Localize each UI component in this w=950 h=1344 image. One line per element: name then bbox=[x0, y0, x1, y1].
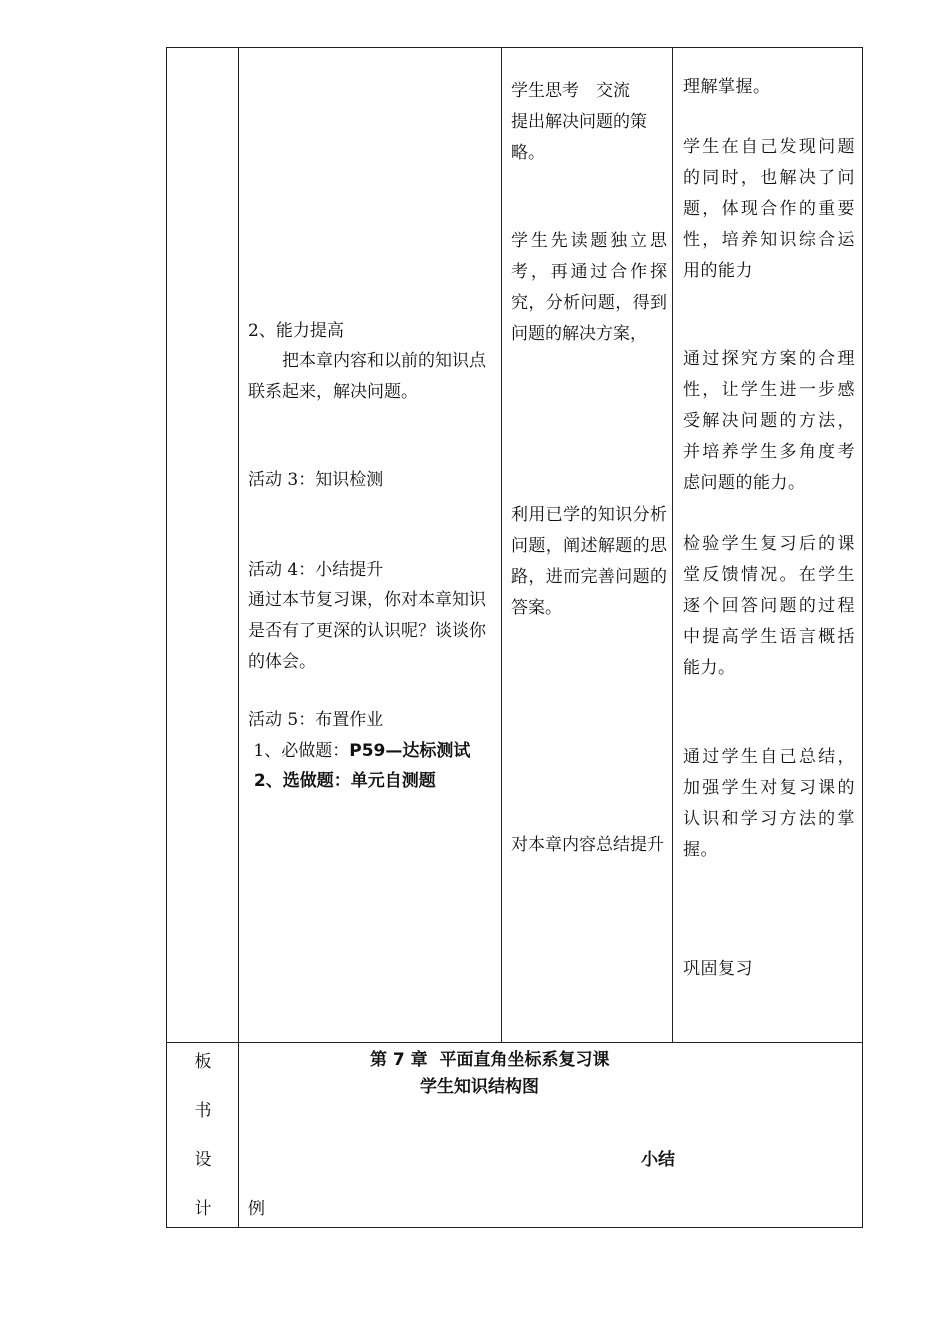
board-label-char-2: 书 bbox=[194, 1101, 212, 1121]
col2-divider bbox=[501, 47, 502, 1043]
board-title: 第 7 章 平面直角坐标系复习课 bbox=[370, 1050, 610, 1070]
activity-4-body: 通过本节复习课，你对本章知识是否有了更深的认识呢？谈谈你的体会。 bbox=[248, 590, 486, 672]
activity-3-title: 活动 3：知识检测 bbox=[248, 470, 384, 490]
student-activity-1: 学生思考 交流 提出解决问题的策略。 bbox=[511, 81, 647, 163]
design-intent-3: 通过探究方案的合理性，让学生进一步感受解决问题的方法，并培养学生多角度考虑问题的能力。 bbox=[683, 349, 855, 493]
col3-divider bbox=[672, 47, 673, 1043]
board-section-divider bbox=[166, 1042, 863, 1043]
table-bottom-border bbox=[166, 1227, 863, 1228]
homework-required bbox=[248, 736, 496, 767]
board-label-char-1: 板 bbox=[194, 1052, 212, 1072]
board-label-char-4: 计 bbox=[194, 1199, 212, 1219]
homework-required-item: P59—达标测试 bbox=[349, 741, 471, 761]
student-activity-3: 利用已学的知识分析问题，阐述解题的思路，进而完善问题的答案。 bbox=[511, 505, 667, 618]
design-intent-2: 学生在自己发现问题的同时，也解决了问题，体现合作的重要性，培养知识综合运用的能力 bbox=[683, 137, 855, 281]
table-top-border bbox=[166, 47, 863, 48]
homework-required-prefix: 1、必做题： bbox=[248, 741, 350, 761]
ability-title: 2、能力提高 bbox=[248, 321, 344, 341]
board-summary: 小结 bbox=[641, 1150, 675, 1170]
col1-divider bbox=[238, 47, 239, 1228]
table-right-border bbox=[862, 47, 863, 1228]
design-intent-6: 巩固复习 bbox=[683, 959, 753, 979]
design-intent-5: 通过学生自己总结，加强学生对复习课的认识和学习方法的掌握。 bbox=[683, 747, 855, 860]
ability-body: 把本章内容和以前的知识点联系起来，解决问题。 bbox=[248, 351, 486, 402]
board-subtitle: 学生知识结构图 bbox=[420, 1077, 539, 1097]
student-activity-2: 学生先读题独立思考，再通过合作探究，分析问题，得到问题的解决方案， bbox=[511, 231, 667, 344]
homework-optional: 2、选做题：单元自测题 bbox=[248, 771, 436, 791]
activity-5-title: 活动 5：布置作业 bbox=[248, 710, 384, 730]
activity-4-title: 活动 4：小结提升 bbox=[248, 560, 384, 580]
table-left-border bbox=[166, 47, 167, 1228]
student-activity-4: 对本章内容总结提升 bbox=[511, 835, 664, 855]
board-example: 例 bbox=[248, 1199, 265, 1219]
design-intent-1: 理解掌握。 bbox=[683, 77, 771, 97]
board-label-char-3: 设 bbox=[194, 1150, 212, 1170]
design-intent-4: 检验学生复习后的课堂反馈情况。在学生逐个回答问题的过程中提高学生语言概括能力。 bbox=[683, 534, 855, 678]
